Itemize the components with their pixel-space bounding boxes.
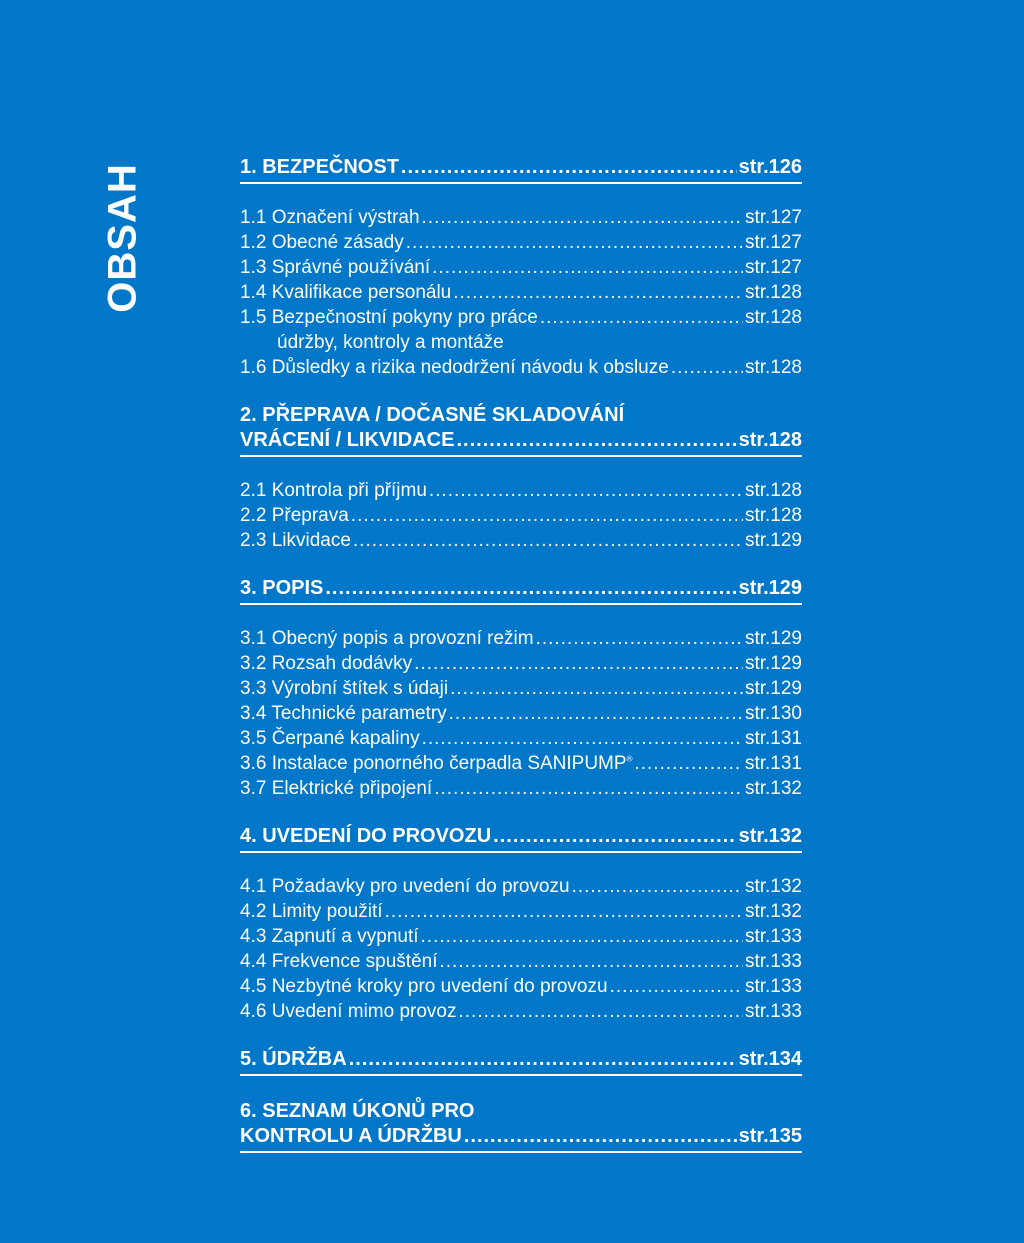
toc-section-page: str.128 [738,429,802,451]
toc-item-title: 3.2 Rozsah dodávky [240,653,413,674]
toc-item-title: 3.7 Elektrické připojení [240,778,433,799]
toc-item-title: 3.3 Výrobní štítek s údaji [240,678,449,699]
toc-section-2-line1[interactable]: 2. PŘEPRAVA / DOČASNÉ SKLADOVÁNÍ [240,404,625,426]
toc-item-page: str.130 [744,703,802,724]
toc-item-page: str.127 [744,257,802,278]
dot-leader [449,701,743,726]
toc-section-title: 4. UVEDENÍ DO PROVOZU [240,825,492,847]
toc-item-2-2[interactable] [240,503,802,528]
dot-leader [414,651,743,676]
toc-item-1-1[interactable] [240,205,802,230]
toc-item-page: str.133 [744,926,802,947]
toc-item-page: str.133 [744,1001,802,1022]
toc-section-title: 1. BEZPEČNOST [240,156,399,178]
toc-item-title: 4.5 Nezbytné kroky pro uvedení do provozu [240,976,608,997]
toc-item-page: str.128 [744,307,802,328]
toc-item-3-7[interactable] [240,776,802,801]
dot-leader [351,503,743,528]
dot-leader [634,751,742,776]
toc-item-3-4[interactable] [240,701,802,726]
dot-leader [434,776,743,801]
toc-item-3-1[interactable] [240,626,802,651]
toc-section-title: VRÁCENÍ / LIKVIDACE [240,429,455,451]
toc-item-title-wrap [240,751,632,776]
toc-section-page: str.129 [738,577,802,599]
dot-leader [440,949,743,974]
dot-leader [432,255,743,280]
toc-item-page: str.129 [744,653,802,674]
toc-item-2-1[interactable] [240,478,802,503]
toc-section-4[interactable] [240,824,802,853]
toc-item-2-3[interactable] [240,528,802,553]
toc-section-title: 3. POPIS [240,577,324,599]
dot-leader [464,1124,737,1149]
toc-section-page: str.126 [738,156,802,178]
toc-item-3-2[interactable] [240,651,802,676]
toc-item-title: 3.1 Obecný popis a provozní režim [240,628,534,649]
dot-leader [453,280,743,305]
toc-item-page: str.129 [744,628,802,649]
toc-item-page: str.129 [744,678,802,699]
dot-leader [422,726,743,751]
dot-leader [385,899,743,924]
toc-item-4-3[interactable] [240,924,802,949]
dot-leader [421,924,743,949]
toc-section-1[interactable] [240,155,802,184]
toc-section-title: KONTROLU A ÚDRŽBU [240,1125,462,1147]
toc-item-title: 1.6 Důsledky a rizika nedodržení návodu k obsluze [240,357,669,378]
dot-leader [401,155,737,180]
toc-item-title: 1.4 Kvalifikace personálu [240,282,452,303]
toc-item-page: str.132 [744,901,802,922]
dot-leader [572,874,743,899]
toc-item-1-6[interactable] [240,355,802,380]
toc-item-title: 3.4 Technické parametry [240,703,447,724]
dot-leader [536,626,743,651]
side-title [100,158,145,318]
toc-section-2[interactable] [240,428,802,457]
toc-section-page: str.135 [738,1125,802,1147]
dot-leader [353,528,743,553]
side-title-text: OBSAH [100,163,144,313]
toc-item-3-5[interactable] [240,726,802,751]
toc-section-title: 5. ÚDRŽBA [240,1048,347,1070]
dot-leader [493,824,736,849]
toc-item-title: 4.1 Požadavky pro uvedení do provozu [240,876,570,897]
toc-item-page: str.133 [744,976,802,997]
dot-leader [325,576,736,601]
toc-item-page: str.132 [744,876,802,897]
dot-leader [429,478,743,503]
toc-item-page: str.128 [744,505,802,526]
dot-leader [456,428,736,453]
dot-leader [459,999,743,1024]
toc-item-title: 3.5 Čerpané kapaliny [240,728,420,749]
toc-item-page: str.127 [744,232,802,253]
toc-item-title: 1.3 Správné používání [240,257,431,278]
dot-leader [406,230,743,255]
toc-item-page: str.127 [744,207,802,228]
toc-item-page: str.128 [744,480,802,501]
dot-leader [671,355,743,380]
toc-item-4-2[interactable] [240,899,802,924]
toc-item-page: str.132 [744,778,802,799]
toc-item-page: str.129 [744,530,802,551]
toc-item-title: 2.2 Přeprava [240,505,349,526]
toc-item-title: 4.3 Zapnutí a vypnutí [240,926,419,947]
dot-leader [422,205,743,230]
toc-item-title: 1.1 Označení výstrah [240,207,420,228]
toc-section-3[interactable] [240,576,802,605]
toc-item-page: str.131 [744,728,802,749]
toc-item-page: str.133 [744,951,802,972]
toc-item-3-6[interactable] [240,751,802,776]
toc-item-page: str.128 [744,357,802,378]
toc-item-title: 3.6 Instalace ponorného čerpadla SANIPUMP [240,753,627,774]
toc-section-6-line1[interactable]: 6. SEZNAM ÚKONŮ PRO [240,1100,475,1122]
toc-section-page: str.134 [738,1048,802,1070]
toc-item-4-5[interactable] [240,974,802,999]
toc-item-title: 4.2 Limity použití [240,901,383,922]
toc-item-continuation: údržby, kontroly a montáže [277,332,504,353]
toc-item-title: 4.4 Frekvence spuštění [240,951,438,972]
toc-item-title: 2.1 Kontrola při příjmu [240,480,427,501]
toc-section-5[interactable] [240,1047,802,1076]
toc-section-6[interactable] [240,1124,802,1153]
dot-leader [610,974,743,999]
toc-section-page: str.132 [738,825,802,847]
toc-item-1-3[interactable] [240,255,802,280]
toc-item-4-1[interactable] [240,874,802,899]
toc-item-1-4[interactable] [240,280,802,305]
toc-item-1-5[interactable] [240,305,802,330]
table-of-contents [240,155,802,1153]
dot-leader [349,1047,737,1072]
toc-item-1-2[interactable] [240,230,802,255]
dot-leader [450,676,743,701]
toc-item-title: 1.2 Obecné zásady [240,232,404,253]
toc-item-title: 1.5 Bezpečnostní pokyny pro práce [240,307,538,328]
toc-item-title: 4.6 Uvedení mimo provoz [240,1001,457,1022]
toc-item-title: 2.3 Likvidace [240,530,351,551]
toc-item-page: str.131 [744,753,802,774]
toc-item-4-4[interactable] [240,949,802,974]
registered-mark: ® [626,754,633,764]
toc-item-3-3[interactable] [240,676,802,701]
toc-item-4-6[interactable] [240,999,802,1024]
toc-item-page: str.128 [744,282,802,303]
dot-leader [540,305,743,330]
